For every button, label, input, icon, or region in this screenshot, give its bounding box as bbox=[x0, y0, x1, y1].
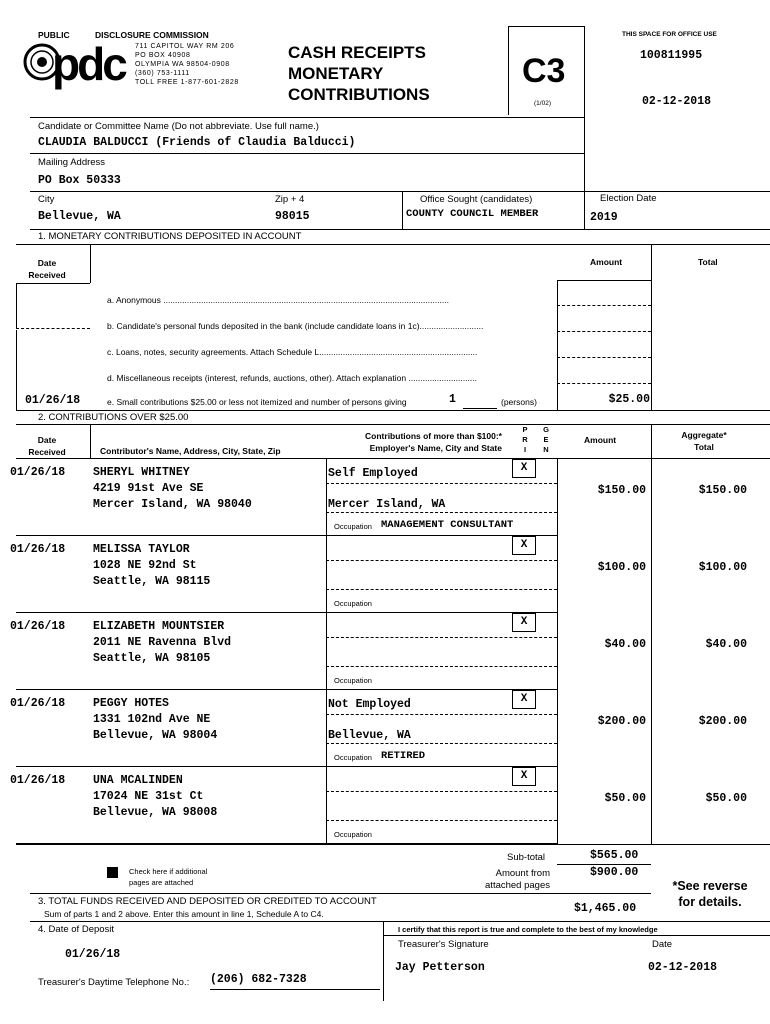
check-additional-label: Check here if additional pages are attached bbox=[129, 867, 208, 887]
s1-total-header: Total bbox=[698, 257, 718, 267]
occupation-label: Occupation bbox=[334, 830, 372, 839]
section2-heading: 2. CONTRIBUTIONS OVER $25.00 bbox=[38, 412, 189, 423]
city: Bellevue, WA bbox=[38, 210, 121, 223]
treasurer-phone: (206) 682-7328 bbox=[210, 973, 307, 986]
row-amount: $50.00 bbox=[604, 792, 646, 805]
candidate-name: CLAUDIA BALDUCCI (Friends of Claudia Balducci) bbox=[38, 136, 356, 149]
total-funds: $1,465.00 bbox=[574, 902, 637, 915]
rule bbox=[16, 328, 90, 329]
contributor-address: 1028 NE 92nd St bbox=[93, 559, 197, 572]
rule bbox=[557, 280, 651, 281]
row-separator bbox=[16, 535, 557, 536]
see-reverse-note: *See reverse for details. bbox=[672, 879, 748, 909]
rule bbox=[557, 331, 651, 332]
rule bbox=[30, 229, 770, 230]
rule bbox=[16, 244, 770, 245]
s2-contributor-header: Contributor's Name, Address, City, State, Zip bbox=[100, 446, 281, 456]
rule bbox=[326, 689, 327, 766]
rule bbox=[16, 844, 770, 845]
rule bbox=[326, 666, 557, 667]
row-date: 01/26/18 bbox=[10, 543, 66, 556]
election-date: 2019 bbox=[590, 211, 618, 224]
s2-date-header: Date Received bbox=[28, 435, 66, 457]
line-e-persons: 1 bbox=[449, 393, 456, 406]
address-line: (360) 753-1111 bbox=[135, 70, 190, 77]
date-of-deposit: 01/26/18 bbox=[65, 948, 121, 961]
candidate-name-label: Candidate or Committee Name (Do not abbreviate. Use full name.) bbox=[38, 121, 319, 132]
line-e-amount: $25.00 bbox=[608, 393, 650, 406]
rule bbox=[651, 244, 652, 410]
row-amount: $150.00 bbox=[597, 484, 646, 497]
office-date: 02-12-2018 bbox=[642, 95, 712, 108]
row-amount: $40.00 bbox=[604, 638, 646, 651]
rule bbox=[16, 458, 770, 459]
form-revision: (1/02) bbox=[534, 100, 551, 107]
s2-over100-header: Contributions of more than $100:* Employer's Name, City and State bbox=[365, 431, 502, 453]
employer-city: Mercer Island, WA bbox=[328, 498, 446, 511]
row-date: 01/26/18 bbox=[10, 774, 66, 787]
contributor-city: Bellevue, WA 98008 bbox=[93, 806, 218, 819]
signature-date: 02-12-2018 bbox=[648, 961, 718, 974]
rule bbox=[326, 458, 327, 535]
rule bbox=[30, 153, 584, 154]
form-code: C3 bbox=[522, 52, 566, 90]
attached-pages-checkbox[interactable] bbox=[107, 867, 118, 878]
occupation-label: Occupation bbox=[334, 753, 372, 762]
employer-name: Not Employed bbox=[328, 698, 411, 711]
line-a-anonymous: a. Anonymous ......................................................................................................................... bbox=[107, 295, 449, 305]
row-date: 01/26/18 bbox=[10, 620, 66, 633]
office-use-label: THIS SPACE FOR OFFICE USE bbox=[622, 31, 717, 38]
contributor-name: ELIZABETH MOUNTSIER bbox=[93, 620, 225, 633]
rule bbox=[90, 424, 91, 459]
agency-address bbox=[135, 42, 239, 87]
line-b-personal-funds: b. Candidate's personal funds deposited in the bank (include candidate loans in 1c)........................... bbox=[107, 321, 484, 331]
subtotal-label: Sub-total bbox=[507, 852, 546, 863]
rule bbox=[30, 117, 584, 118]
rule bbox=[326, 714, 557, 715]
primary-checkbox[interactable]: X bbox=[512, 767, 536, 786]
rule bbox=[557, 357, 651, 358]
attached-amount: $900.00 bbox=[590, 866, 639, 879]
line-e-persons-label: (persons) bbox=[501, 397, 537, 407]
office-sought-label: Office Sought (candidates) bbox=[420, 194, 533, 205]
occupation-label: Occupation bbox=[334, 522, 372, 531]
occupation-value: RETIRED bbox=[381, 750, 426, 762]
rule bbox=[326, 483, 557, 484]
primary-checkbox[interactable]: X bbox=[512, 459, 536, 478]
rule bbox=[383, 921, 384, 1001]
rule bbox=[326, 766, 327, 843]
row-separator bbox=[16, 766, 557, 767]
s2-general-header: G E N bbox=[543, 425, 549, 454]
address-line: PO BOX 40908 bbox=[135, 52, 191, 59]
row-date: 01/26/18 bbox=[10, 466, 66, 479]
employer-name: Self Employed bbox=[328, 467, 418, 480]
city-label: City bbox=[38, 194, 55, 205]
date-of-deposit-label: 4. Date of Deposit bbox=[38, 924, 115, 935]
row-aggregate: $150.00 bbox=[698, 484, 747, 497]
office-sought: COUNTY COUNCIL MEMBER bbox=[406, 208, 539, 220]
row-aggregate: $200.00 bbox=[698, 715, 747, 728]
pdc-logo bbox=[22, 40, 132, 90]
contributor-info bbox=[93, 465, 252, 513]
contributor-name: PEGGY HOTES bbox=[93, 697, 169, 710]
agency-public: PUBLIC bbox=[38, 30, 70, 40]
rule bbox=[16, 283, 17, 328]
occupation-label: Occupation bbox=[334, 676, 372, 685]
address-line: TOLL FREE 1-877-601-2828 bbox=[135, 79, 239, 86]
mailing-label: Mailing Address bbox=[38, 157, 106, 168]
rule bbox=[326, 637, 557, 638]
treasurer-signature-label: Treasurer's Signature bbox=[398, 939, 489, 950]
contributor-name: SHERYL WHITNEY bbox=[93, 466, 190, 479]
section1-heading: 1. MONETARY CONTRIBUTIONS DEPOSITED IN ACCOUNT bbox=[38, 231, 302, 242]
contributor-info bbox=[93, 696, 217, 744]
contributor-name: UNA MCALINDEN bbox=[93, 774, 183, 787]
primary-checkbox[interactable]: X bbox=[512, 690, 536, 709]
rule bbox=[30, 893, 651, 894]
rule bbox=[30, 921, 770, 922]
signature-date-label: Date bbox=[652, 939, 673, 950]
section3-heading: 3. TOTAL FUNDS RECEIVED AND DEPOSITED OR CREDITED TO ACCOUNT bbox=[38, 896, 377, 907]
rule bbox=[557, 458, 558, 844]
rule bbox=[326, 512, 557, 513]
s2-aggregate-header: Aggregate* Total bbox=[681, 430, 727, 452]
rule bbox=[383, 935, 770, 936]
line-c-loans: c. Loans, notes, security agreements. Attach Schedule L................................................................... bbox=[107, 347, 478, 357]
row-separator bbox=[16, 612, 557, 613]
rule bbox=[326, 743, 557, 744]
rule bbox=[651, 424, 652, 844]
rule bbox=[30, 191, 770, 192]
rule bbox=[16, 410, 770, 411]
occupation-value: MANAGEMENT CONSULTANT bbox=[381, 519, 514, 531]
subtotal-amount: $565.00 bbox=[590, 849, 639, 862]
rule bbox=[326, 560, 557, 561]
form-title bbox=[288, 42, 430, 105]
contributor-address: 1331 102nd Ave NE bbox=[93, 713, 211, 726]
contributor-city: Seattle, WA 98105 bbox=[93, 652, 211, 665]
rule bbox=[326, 820, 557, 821]
contributor-info bbox=[93, 773, 217, 821]
employer-city: Bellevue, WA bbox=[328, 729, 411, 742]
row-date: 01/26/18 bbox=[10, 697, 66, 710]
title-line: CASH RECEIPTS bbox=[288, 43, 426, 62]
contributor-city: Seattle, WA 98115 bbox=[93, 575, 211, 588]
attached-pages-label: Amount from attached pages bbox=[485, 868, 550, 891]
address-line: 711 CAPITOL WAY RM 206 bbox=[135, 43, 235, 50]
rule bbox=[463, 408, 497, 409]
address-line: OLYMPIA WA 98504-0908 bbox=[135, 61, 230, 68]
s1-amount-header: Amount bbox=[590, 257, 623, 267]
title-line: CONTRIBUTIONS bbox=[288, 85, 430, 104]
mailing-address: PO Box 50333 bbox=[38, 174, 121, 187]
rule bbox=[584, 114, 585, 230]
occupation-label: Occupation bbox=[334, 599, 372, 608]
rule bbox=[16, 424, 770, 425]
treasurer-signature: Jay Petterson bbox=[395, 961, 485, 974]
rule bbox=[326, 589, 557, 590]
s1-date-header: Date Received bbox=[28, 258, 66, 280]
row-amount: $100.00 bbox=[597, 561, 646, 574]
rule bbox=[557, 383, 651, 384]
contributor-city: Mercer Island, WA 98040 bbox=[93, 498, 252, 511]
phone-label: Treasurer's Daytime Telephone No.: bbox=[38, 977, 190, 988]
row-separator bbox=[16, 689, 557, 690]
office-id: 100811995 bbox=[640, 49, 703, 62]
section3-instructions: Sum of parts 1 and 2 above. Enter this amount in line 1, Schedule A to C4. bbox=[44, 909, 324, 919]
rule bbox=[16, 283, 90, 284]
contributor-name: MELISSA TAYLOR bbox=[93, 543, 190, 556]
rule bbox=[16, 330, 17, 410]
election-date-label: Election Date bbox=[600, 193, 657, 204]
rule bbox=[90, 244, 91, 283]
primary-checkbox[interactable]: X bbox=[512, 613, 536, 632]
rule bbox=[326, 791, 557, 792]
title-line: MONETARY bbox=[288, 64, 384, 83]
rule bbox=[210, 989, 380, 990]
s2-primary-header: P R I bbox=[522, 425, 528, 454]
row-amount: $200.00 bbox=[597, 715, 646, 728]
row-aggregate: $100.00 bbox=[698, 561, 747, 574]
rule bbox=[326, 535, 327, 612]
contributor-info bbox=[93, 542, 210, 590]
contributor-info bbox=[93, 619, 231, 667]
contributor-address: 17024 NE 31st Ct bbox=[93, 790, 204, 803]
row-aggregate: $40.00 bbox=[705, 638, 747, 651]
zip: 98015 bbox=[275, 210, 310, 223]
rule bbox=[557, 864, 651, 865]
line-e-date: 01/26/18 bbox=[25, 394, 81, 407]
certify-statement: I certify that this report is true and complete to the best of my knowledge bbox=[398, 925, 658, 934]
zip-label: Zip + 4 bbox=[275, 194, 305, 205]
row-aggregate: $50.00 bbox=[705, 792, 747, 805]
agency-commission: DISCLOSURE COMMISSION bbox=[95, 30, 209, 40]
contributor-city: Bellevue, WA 98004 bbox=[93, 729, 218, 742]
rule bbox=[557, 305, 651, 306]
contributor-address: 4219 91st Ave SE bbox=[93, 482, 204, 495]
svg-text:pdc: pdc bbox=[52, 40, 125, 90]
contributor-address: 2011 NE Ravenna Blvd bbox=[93, 636, 232, 649]
s2-amount-header: Amount bbox=[584, 435, 617, 445]
primary-checkbox[interactable]: X bbox=[512, 536, 536, 555]
rule bbox=[557, 280, 558, 410]
line-d-misc: d. Miscellaneous receipts (interest, refunds, auctions, other). Attach explanation ............................. bbox=[107, 373, 477, 383]
rule bbox=[326, 612, 327, 689]
rule bbox=[402, 191, 403, 230]
line-e-small: e. Small contributions $25.00 or less not itemized and number of persons giving bbox=[107, 397, 407, 407]
